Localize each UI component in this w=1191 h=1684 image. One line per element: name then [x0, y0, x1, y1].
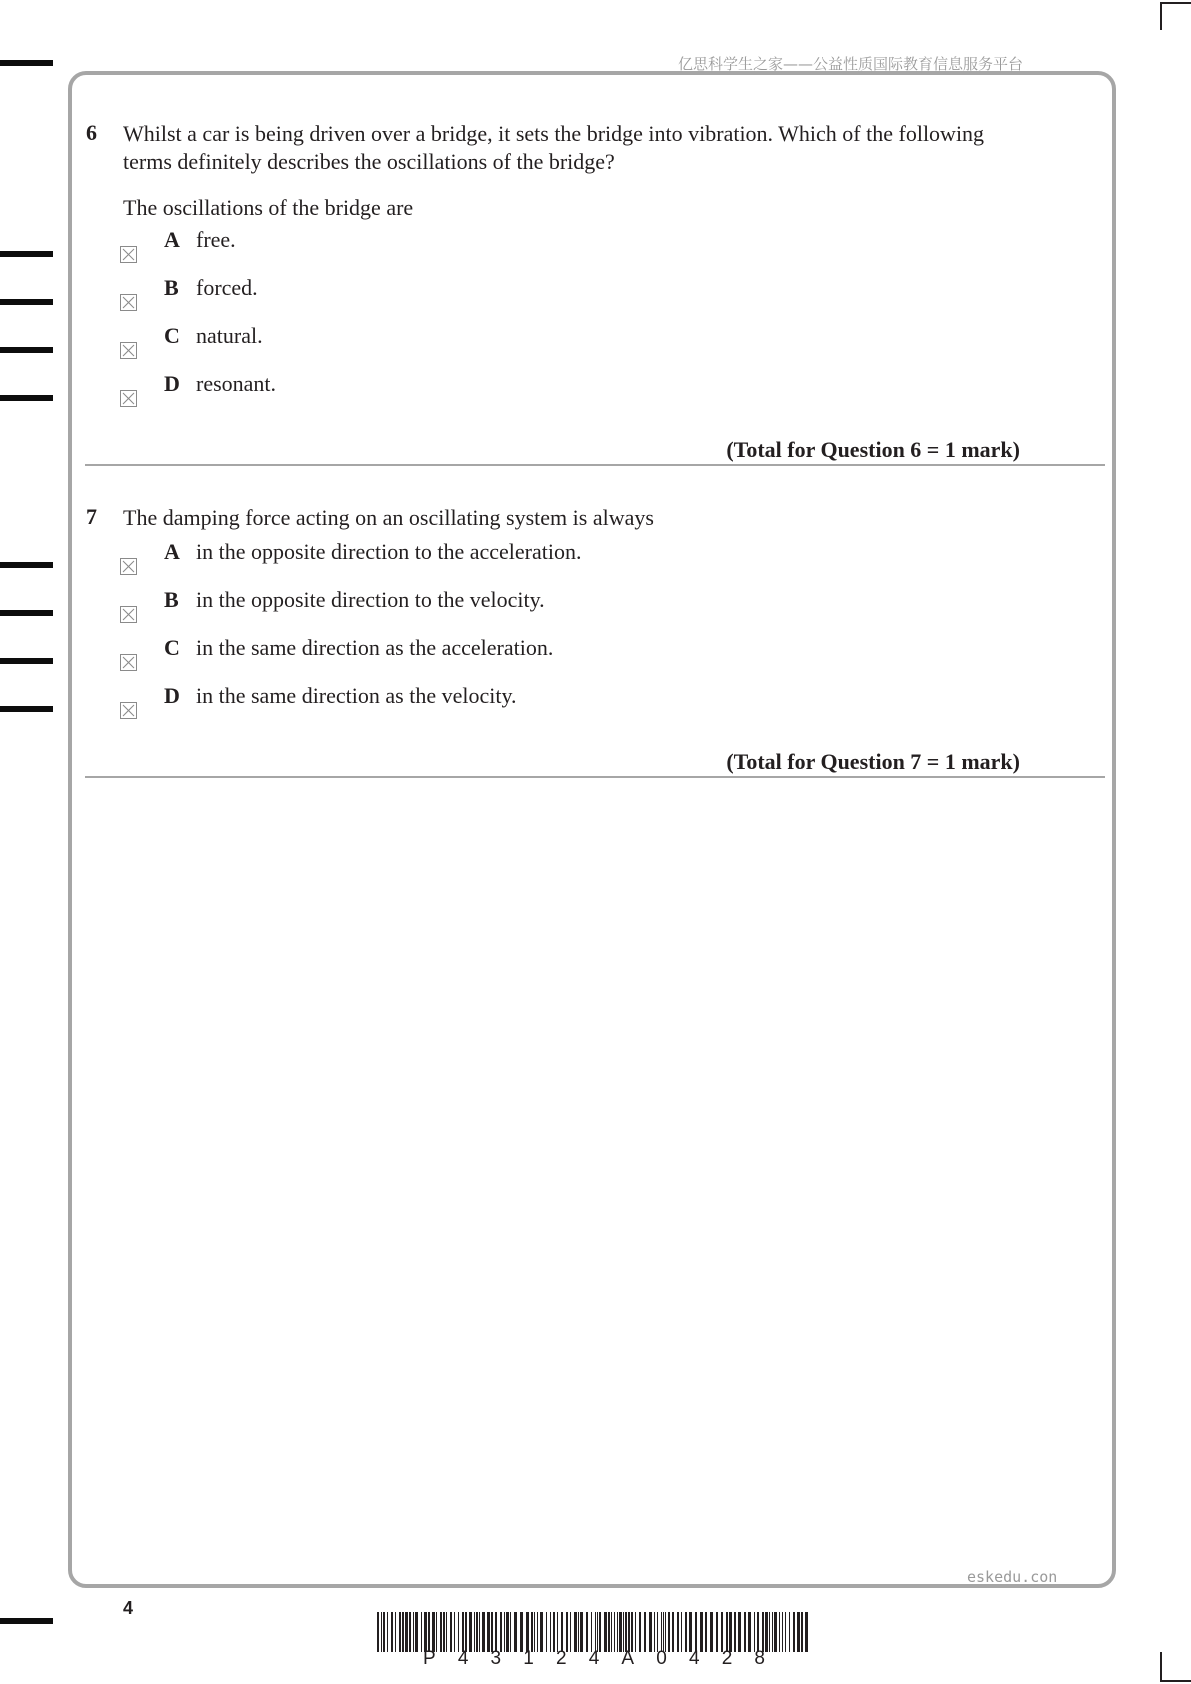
- barcode-bar: [381, 1612, 382, 1652]
- barcode-bar: [710, 1612, 713, 1652]
- timing-mark: [0, 395, 53, 401]
- answer-box[interactable]: [120, 294, 137, 311]
- option-text: in the opposite direction to the velocity.: [196, 587, 545, 612]
- barcode-bar: [399, 1612, 401, 1652]
- barcode-bar: [628, 1612, 630, 1652]
- barcode-digit: 4: [688, 1648, 700, 1669]
- barcode-bar: [520, 1612, 523, 1652]
- barcode-bar: [436, 1612, 437, 1652]
- barcode-bar: [415, 1612, 418, 1652]
- barcode-bar: [440, 1612, 442, 1652]
- barcode-bar: [586, 1612, 588, 1652]
- option-text: free.: [196, 227, 236, 252]
- watermark-header: 亿思科学生之家——公益性质国际教育信息服务平台: [678, 55, 1024, 73]
- option-text: in the opposite direction to the acceleration.: [196, 539, 582, 564]
- option-6b[interactable]: [120, 275, 258, 316]
- answer-box[interactable]: [120, 606, 137, 623]
- barcode-bar: [462, 1612, 464, 1652]
- question-divider: [85, 464, 1105, 466]
- option-7a[interactable]: [120, 539, 582, 580]
- barcode-bar: [553, 1612, 555, 1652]
- option-letter: B: [164, 275, 179, 300]
- option-6d[interactable]: [120, 371, 277, 412]
- timing-mark: [0, 347, 53, 353]
- barcode-bar: [614, 1612, 615, 1652]
- barcode-bar: [570, 1612, 571, 1652]
- answer-box[interactable]: [120, 246, 137, 263]
- crop-mark-top-right-h: [1160, 2, 1191, 4]
- barcode-bar: [476, 1612, 478, 1652]
- barcode-bar: [395, 1612, 396, 1652]
- option-letter: D: [164, 371, 180, 396]
- barcode-bar: [537, 1612, 538, 1652]
- barcode-bar: [482, 1612, 485, 1652]
- option-6c[interactable]: [120, 323, 263, 364]
- barcode-digit: 0: [656, 1648, 667, 1669]
- barcode-bar: [428, 1612, 430, 1652]
- barcode-bar: [540, 1612, 543, 1652]
- barcode-bar: [744, 1612, 746, 1652]
- timing-mark: [0, 562, 53, 568]
- barcode-bar: [668, 1612, 670, 1652]
- barcode-bar: [557, 1612, 558, 1652]
- barcode-bar: [595, 1612, 596, 1652]
- barcode-bar: [597, 1612, 598, 1652]
- barcode-bar: [721, 1612, 723, 1652]
- barcode-bar: [402, 1612, 404, 1652]
- barcode-bar: [762, 1612, 764, 1652]
- option-text: natural.: [196, 323, 263, 348]
- barcode-digit: A: [621, 1648, 635, 1669]
- barcode-bar: [604, 1612, 607, 1652]
- question-stem: Whilst a car is being driven over a bridge, it sets the bridge into vibration. Which of the following terms definitely describes the oscillations of the bridge?: [123, 121, 985, 174]
- barcode-bar: [677, 1612, 679, 1652]
- barcode-bar: [383, 1612, 385, 1652]
- option-text: in the same direction as the velocity.: [196, 683, 517, 708]
- question-stem: The damping force acting on an oscillating system is always: [123, 505, 654, 530]
- timing-mark: [0, 299, 53, 305]
- barcode-bar: [665, 1612, 666, 1652]
- barcode-bar: [726, 1612, 728, 1652]
- barcode-bar: [716, 1612, 718, 1652]
- option-letter: D: [164, 683, 180, 708]
- barcode-bar: [465, 1612, 467, 1652]
- barcode-bar: [391, 1612, 393, 1652]
- timing-mark: [0, 251, 53, 257]
- barcode-bar: [534, 1612, 535, 1652]
- barcode-bar: [446, 1612, 447, 1652]
- answer-box[interactable]: [120, 654, 137, 671]
- barcode-digit: 3: [490, 1648, 502, 1669]
- barcode-bar: [487, 1612, 490, 1652]
- barcode-bar: [681, 1612, 682, 1652]
- watermark-footer: eskedu.con: [967, 1568, 1058, 1586]
- option-7b[interactable]: [120, 587, 545, 628]
- crop-mark-bottom-right-h: [1160, 1680, 1191, 1682]
- option-letter: B: [164, 587, 179, 612]
- barcode-bar: [748, 1612, 751, 1652]
- barcode-digit: P: [423, 1648, 436, 1669]
- barcode-bar: [729, 1612, 732, 1652]
- barcode-bar: [479, 1612, 480, 1652]
- barcode-bar: [469, 1612, 472, 1652]
- barcode-bar: [443, 1612, 445, 1652]
- option-letter: A: [164, 539, 180, 564]
- timing-mark: [0, 60, 53, 66]
- question-total: (Total for Question 7 = 1 mark): [726, 749, 1020, 774]
- barcode-bar: [663, 1612, 664, 1652]
- barcode-bar: [661, 1612, 662, 1652]
- barcode-digit: 1: [523, 1648, 534, 1669]
- barcode-bar: [421, 1612, 422, 1652]
- barcode-bar: [405, 1612, 408, 1652]
- barcode-bar: [779, 1612, 780, 1652]
- barcode-bar: [450, 1612, 452, 1652]
- barcode-bar: [785, 1612, 786, 1652]
- barcode-bar: [546, 1612, 547, 1652]
- barcode-bar: [695, 1612, 697, 1652]
- barcode-text: [377, 1648, 809, 1670]
- barcode-bar: [599, 1612, 601, 1652]
- barcode-bar: [635, 1612, 636, 1652]
- barcode-bar: [631, 1612, 633, 1652]
- crop-mark-top-right-v: [1160, 2, 1162, 30]
- barcode-bar: [797, 1612, 800, 1652]
- barcode-bar: [506, 1612, 509, 1652]
- question-number: 6: [86, 120, 97, 145]
- timing-mark: [0, 1618, 53, 1624]
- barcode-bar: [608, 1612, 610, 1652]
- barcode-bar: [772, 1612, 773, 1652]
- barcode-bar: [793, 1612, 795, 1652]
- question-lead: The oscillations of the bridge are: [123, 195, 414, 220]
- option-7d[interactable]: [120, 683, 517, 724]
- barcode-bar: [774, 1612, 777, 1652]
- barcode-bar: [591, 1612, 592, 1652]
- barcode-bar: [801, 1612, 803, 1652]
- barcode-bar: [432, 1612, 435, 1652]
- barcode-digit: 4: [588, 1648, 600, 1669]
- barcode-bar: [619, 1612, 622, 1652]
- option-6a[interactable]: [120, 227, 236, 268]
- barcode-bar: [738, 1612, 741, 1652]
- barcode-bar: [491, 1612, 493, 1652]
- answer-box[interactable]: [120, 342, 137, 359]
- barcode-bar: [639, 1612, 641, 1652]
- barcode-bar: [514, 1612, 517, 1652]
- barcode-bar: [526, 1612, 529, 1652]
- barcode-bar: [685, 1612, 687, 1652]
- option-letter: A: [164, 227, 180, 252]
- barcode-bar: [580, 1612, 583, 1652]
- answer-box[interactable]: [120, 702, 137, 719]
- option-text: in the same direction as the acceleration.: [196, 635, 554, 660]
- barcode: [377, 1612, 809, 1652]
- barcode-bar: [500, 1612, 502, 1652]
- crop-mark-bottom-right-v: [1160, 1652, 1162, 1682]
- barcode-bar: [531, 1612, 533, 1652]
- barcode-bar: [454, 1612, 455, 1652]
- timing-mark: [0, 706, 53, 712]
- barcode-bar: [769, 1612, 770, 1652]
- barcode-digit: 2: [555, 1648, 567, 1669]
- barcode-bar: [644, 1612, 646, 1652]
- barcode-bar: [625, 1612, 627, 1652]
- barcode-bar: [623, 1612, 624, 1652]
- option-letter: C: [164, 635, 180, 660]
- barcode-bar: [561, 1612, 563, 1652]
- question-number: 7: [86, 504, 97, 529]
- barcode-bar: [377, 1612, 379, 1652]
- barcode-digit: 8: [754, 1648, 765, 1669]
- barcode-bar: [617, 1612, 618, 1652]
- barcode-bar: [689, 1612, 692, 1652]
- barcode-bar: [672, 1612, 674, 1652]
- barcode-bar: [705, 1612, 707, 1652]
- barcode-digit: 2: [721, 1648, 733, 1669]
- barcode-bar: [424, 1612, 427, 1652]
- barcode-bar: [611, 1612, 612, 1652]
- barcode-digit: 4: [457, 1648, 469, 1669]
- barcode-bar: [474, 1612, 475, 1652]
- answer-box[interactable]: [120, 390, 137, 407]
- barcode-bar: [574, 1612, 577, 1652]
- barcode-bar: [734, 1612, 736, 1652]
- barcode-bar: [387, 1612, 388, 1652]
- barcode-bar: [700, 1612, 703, 1652]
- barcode-bar: [754, 1612, 755, 1652]
- barcode-bar: [409, 1612, 411, 1652]
- option-letter: C: [164, 323, 180, 348]
- barcode-bar: [654, 1612, 655, 1652]
- timing-mark: [0, 658, 53, 664]
- barcode-bar: [510, 1612, 511, 1652]
- barcode-bar: [789, 1612, 790, 1652]
- barcode-bar: [458, 1612, 459, 1652]
- barcode-bar: [765, 1612, 768, 1652]
- page-number: 4: [123, 1598, 134, 1618]
- timing-mark: [0, 610, 53, 616]
- option-7c[interactable]: [120, 635, 554, 676]
- option-text: forced.: [196, 275, 258, 300]
- barcode-bar: [757, 1612, 759, 1652]
- barcode-bar: [649, 1612, 652, 1652]
- barcode-bar: [495, 1612, 497, 1652]
- barcode-bar: [657, 1612, 658, 1652]
- option-text: resonant.: [196, 371, 277, 396]
- answer-box[interactable]: [120, 558, 137, 575]
- barcode-bar: [550, 1612, 551, 1652]
- question-total: (Total for Question 6 = 1 mark): [726, 437, 1020, 462]
- barcode-bar: [413, 1612, 414, 1652]
- barcode-bar: [578, 1612, 579, 1652]
- barcode-bar: [782, 1612, 783, 1652]
- barcode-bar: [566, 1612, 568, 1652]
- question-divider: [85, 776, 1105, 778]
- barcode-bar: [504, 1612, 505, 1652]
- barcode-bar: [805, 1612, 808, 1652]
